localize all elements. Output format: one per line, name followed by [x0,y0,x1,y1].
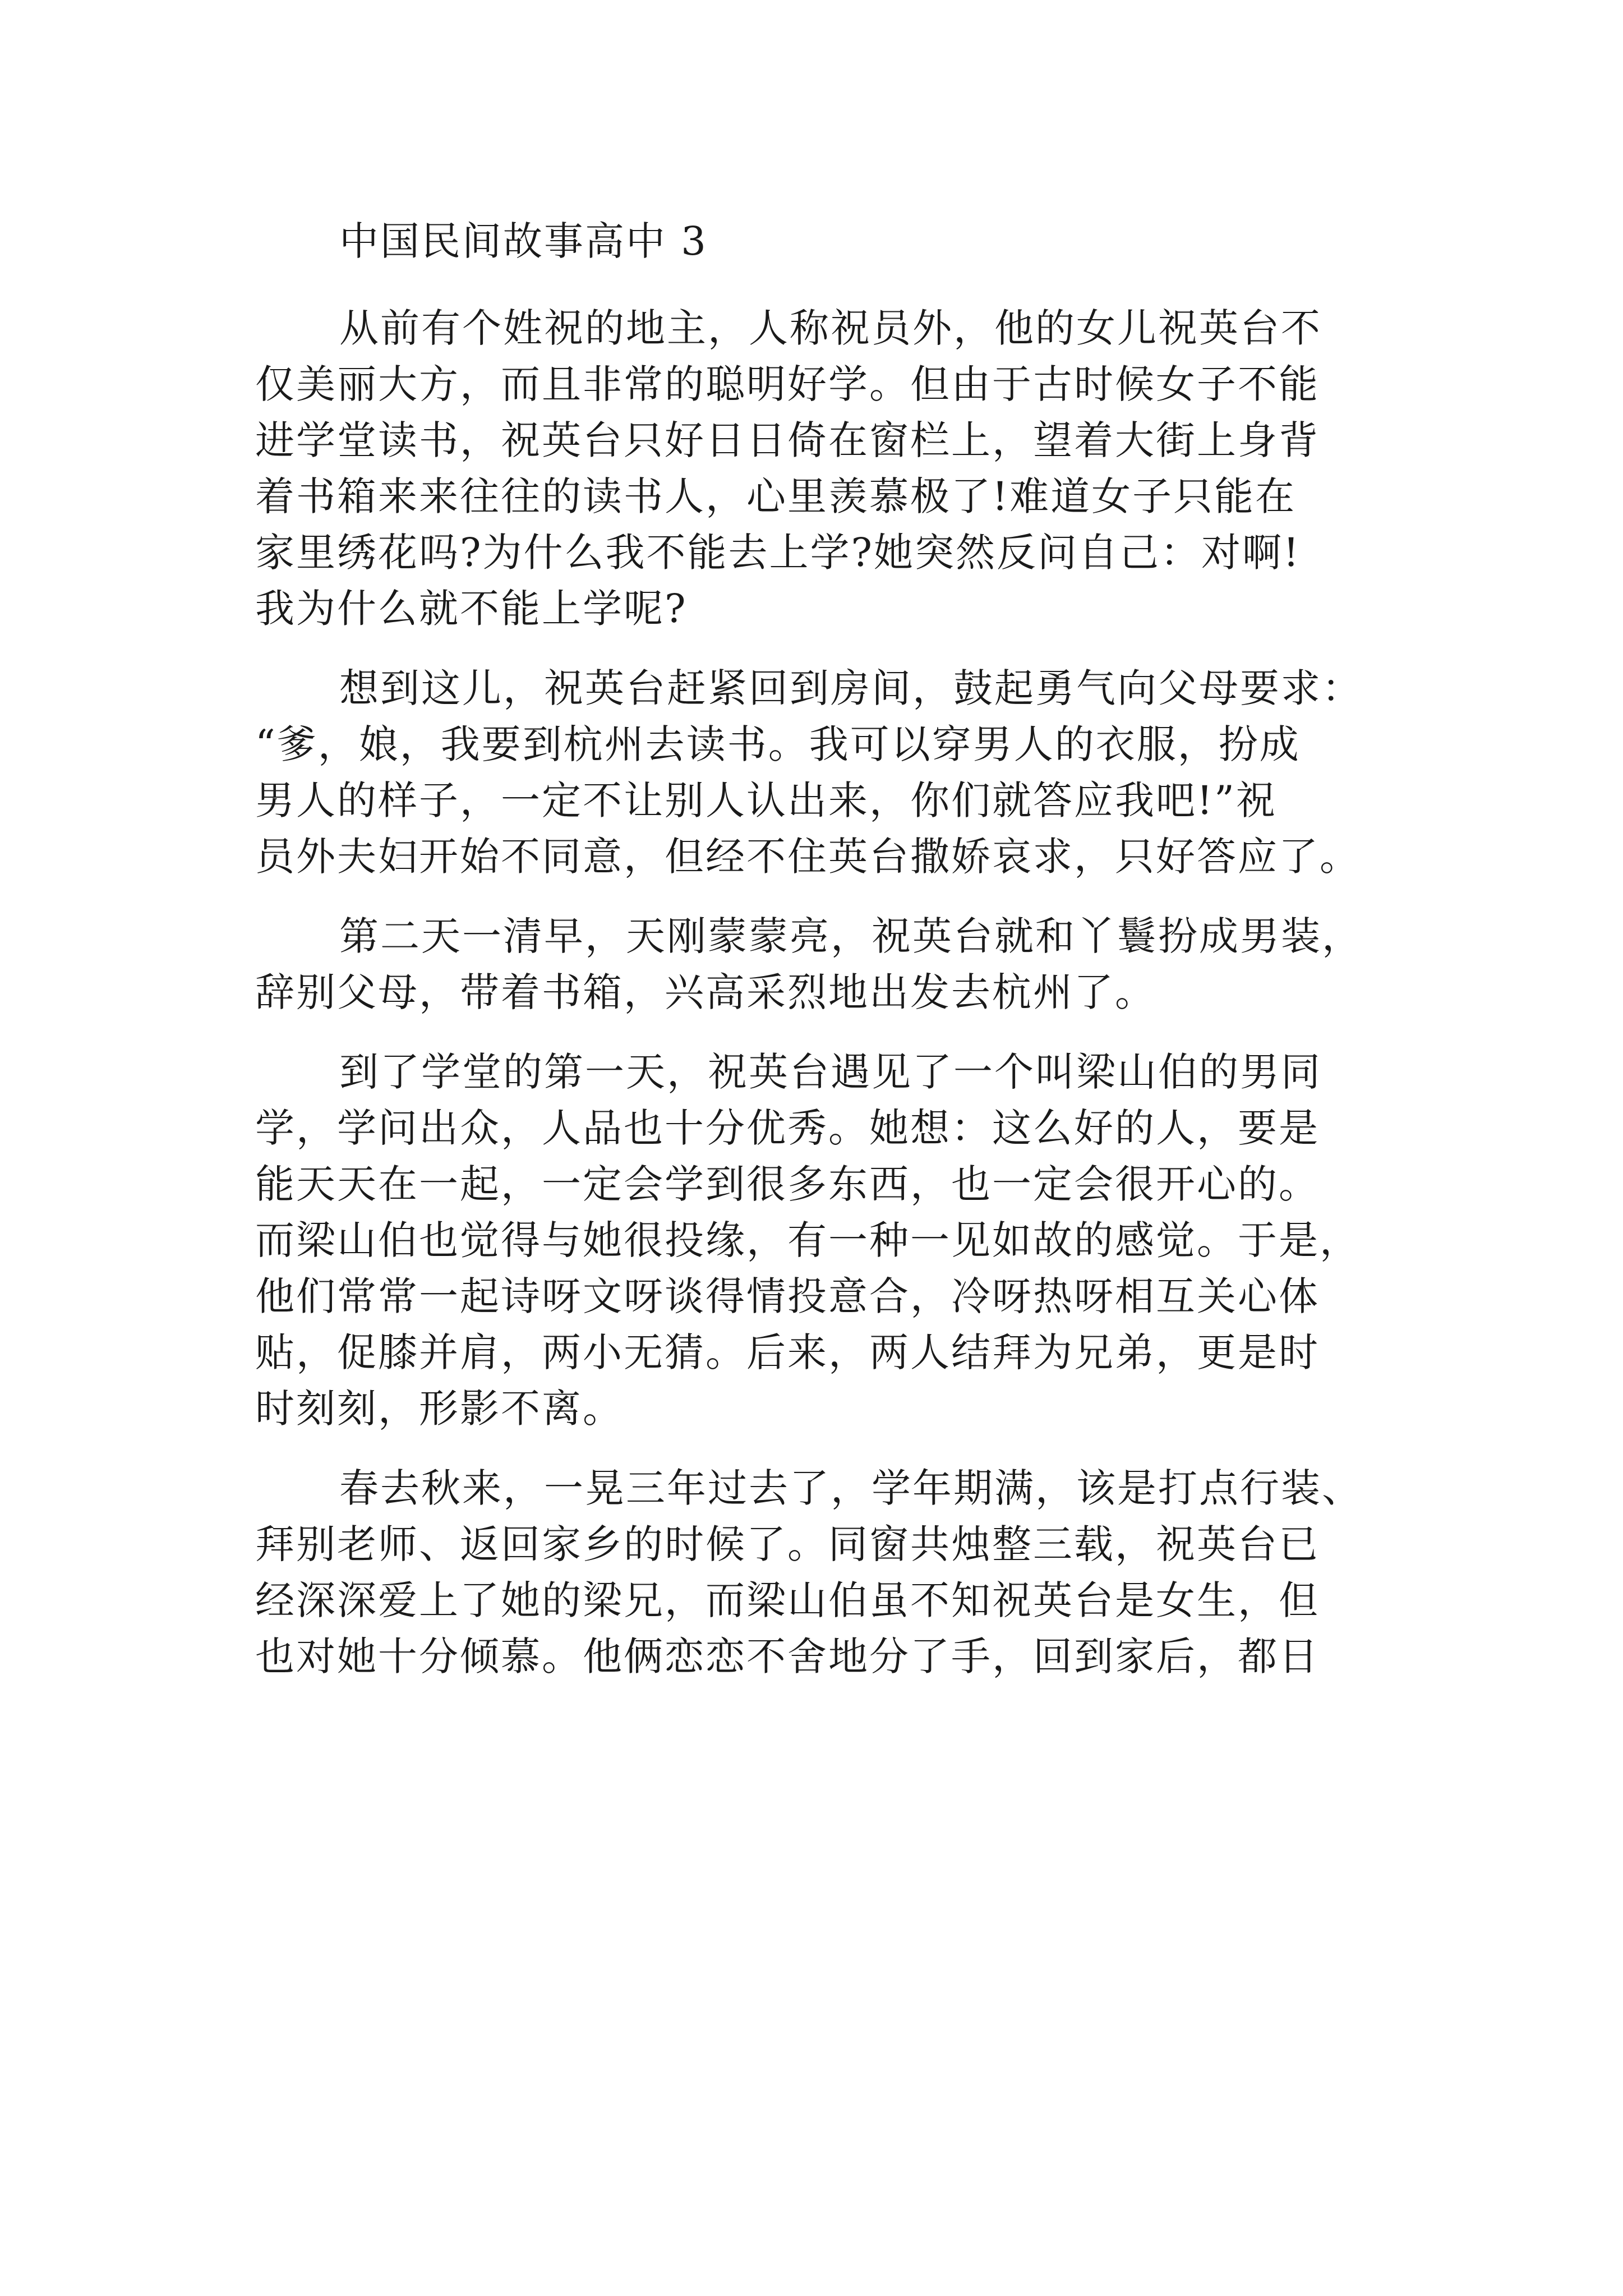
paragraph-line: 着书箱来来往往的读书人，心里羡慕极了!难道女子只能在 [255,473,1297,519]
document-body [255,213,1382,1685]
paragraph-line: 男人的样子，一定不让别人认出来，你们就答应我吧!”祝 [255,777,1277,823]
paragraph-5 [255,1460,1382,1685]
paragraph-line: 他们常常一起诗呀文呀谈得情投意合，冷呀热呀相互关心体 [255,1273,1320,1319]
paragraph-line: 第二天一清早，天刚蒙蒙亮，祝英台就和丫鬟扮成男装， [339,913,1363,959]
paragraph-line: “爹，娘，我要到杭州去读书。我可以穿男人的衣服，扮成 [255,721,1301,767]
paragraph-line: 时刻刻，形影不离。 [255,1386,624,1432]
paragraph-line: 能天天在一起，一定会学到很多东西，也一定会很开心的。 [255,1161,1320,1207]
paragraph-line: 进学堂读书，祝英台只好日日倚在窗栏上，望着大街上身背 [255,417,1320,463]
paragraph-spacer [255,1020,1382,1044]
paragraph-line: 拜别老师、返回家乡的时候了。同窗共烛整三载，祝英台已 [255,1521,1320,1567]
paragraph-line: 也对她十分倾慕。他俩恋恋不舍地分了手，回到家后，都日 [255,1634,1320,1680]
paragraph-4 [255,1044,1382,1437]
paragraph-line: 仅美丽大方，而且非常的聪明好学。但由于古时候女子不能 [255,361,1320,407]
paragraph-line: 而梁山伯也觉得与她很投缘，有一种一见如故的感觉。于是， [255,1217,1361,1263]
paragraph-2 [255,660,1382,885]
document-title: 中国民间故事高中 3 [339,218,708,264]
paragraph-3 [255,908,1382,1020]
paragraph-line: 春去秋来，一晃三年过去了，学年期满，该是打点行装、 [339,1465,1363,1511]
paragraph-line: 贴，促膝并肩，两小无猜。后来，两人结拜为兄弟，更是时 [255,1329,1320,1375]
paragraph-spacer [255,885,1382,908]
paragraph-spacer [255,637,1382,660]
paragraph-spacer [255,1437,1382,1460]
paragraph-line: 学，学问出众，人品也十分优秀。她想：这么好的人，要是 [255,1105,1320,1151]
paragraph-line: 我为什么就不能上学呢? [255,586,688,632]
paragraph-line: 到了学堂的第一天，祝英台遇见了一个叫梁山伯的男同 [339,1049,1322,1095]
paragraph-line: 从前有个姓祝的地主，人称祝员外，他的女儿祝英台不 [339,305,1322,351]
paragraph-line: 家里绣花吗?为什么我不能去上学?她突然反问自己：对啊! [255,530,1301,576]
paragraph-line: 辞别父母，带着书箱，兴高采烈地出发去杭州了。 [255,969,1156,1015]
paragraph-line: 员外夫妇开始不同意，但经不住英台撒娇哀求，只好答应了。 [255,834,1361,880]
paragraph-line: 想到这儿，祝英台赶紧回到房间，鼓起勇气向父母要求： [339,665,1363,711]
paragraph-line: 经深深爱上了她的梁兄，而梁山伯虽不知祝英台是女生，但 [255,1577,1320,1623]
paragraph-1 [255,300,1382,637]
